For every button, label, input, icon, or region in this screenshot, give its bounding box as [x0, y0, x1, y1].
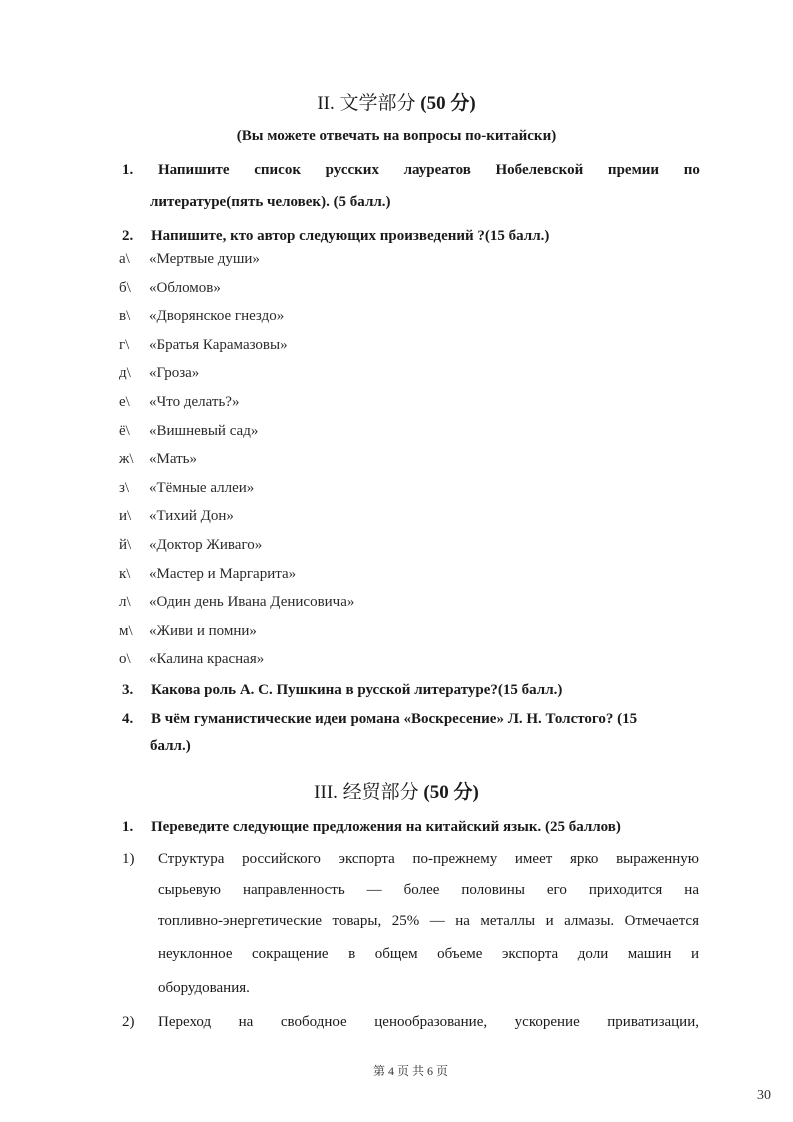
page-number: 30 — [757, 1088, 771, 1103]
sentence-1-line-1: Структура российского экспорта по-прежнему имеет ярко выраженную — [158, 851, 699, 867]
work-label: а\ — [119, 251, 130, 267]
question-1-number: 1. — [122, 162, 134, 178]
work-item — [119, 337, 288, 354]
word: русских — [325, 162, 379, 178]
work-label: ж\ — [119, 451, 134, 468]
section-3-question-1 — [122, 819, 621, 836]
work-label: г\ — [119, 336, 130, 353]
work-item — [119, 508, 234, 525]
question-4-line-1 — [122, 711, 637, 728]
work-label: з\ — [119, 479, 130, 496]
work-label: и\ — [119, 508, 132, 525]
section-3-question-1-text: Переведите следующие предложения на китайский язык. (25 баллов) — [151, 819, 621, 835]
work-item — [119, 308, 284, 325]
section-3-points: (50 分) — [423, 782, 479, 803]
sentence-1-line-2: сырьевую направленность — более половины его приходится на — [158, 882, 699, 898]
work-label: д\ — [119, 365, 131, 382]
question-2-text: Напишите, кто автор следующих произведений ?(15 балл.) — [151, 228, 550, 244]
word: лауреатов — [403, 162, 471, 178]
work-item — [119, 537, 262, 554]
work-title: «Мать» — [149, 451, 198, 468]
work-title: «Что делать?» — [149, 394, 240, 410]
work-item — [119, 480, 254, 497]
question-2-number: 2. — [122, 228, 134, 244]
sentence-1-line-4: неуклонное сокращение в общем объеме экспорта доли машин и — [158, 946, 699, 962]
question-4-text: В чём гуманистические идеи романа «Воскресение» Л. Н. Толстого? (15 — [151, 711, 638, 727]
work-item — [119, 594, 354, 611]
question-1-line-1 — [122, 162, 700, 179]
work-label: л\ — [119, 594, 131, 611]
work-item — [119, 423, 258, 440]
word: Напишите — [157, 162, 230, 178]
question-3-number: 3. — [122, 682, 134, 698]
question-4-number: 4. — [122, 711, 134, 727]
section-2-subtitle: (Вы можете отвечать на вопросы по-китайски) — [236, 128, 557, 144]
work-title: «Гроза» — [149, 365, 200, 382]
work-title: «Калина красная» — [149, 651, 265, 668]
section-3-title: III. 经贸部分 — [314, 782, 419, 803]
work-label: й\ — [119, 537, 132, 553]
sentence-1-number: 1) — [122, 851, 135, 867]
work-title: «Живи и помни» — [149, 622, 257, 639]
section-2-title: II. 文学部分 — [317, 93, 416, 114]
word: список — [254, 162, 301, 178]
question-3-text: Какова роль А. С. Пушкина в русской литературе?(15 балл.) — [151, 682, 563, 698]
work-item — [119, 566, 296, 583]
work-label: б\ — [119, 279, 131, 296]
work-title: «Вишневый сад» — [149, 422, 259, 439]
work-item — [119, 651, 264, 668]
work-label: о\ — [119, 651, 131, 668]
work-label: в\ — [119, 308, 131, 325]
word: премии — [607, 162, 660, 178]
section-2-heading — [0, 88, 793, 115]
section-3-question-1-number: 1. — [122, 819, 134, 835]
work-item — [119, 394, 239, 411]
work-label: к\ — [119, 565, 131, 582]
work-title: «Мастер и Маргарита» — [149, 565, 297, 582]
work-item — [119, 451, 197, 468]
sentence-2-line-1: Переход на свободное ценообразование, ускорение приватизации, — [158, 1014, 699, 1030]
question-1-line-2: литературе(пять человек). (5 балл.) — [150, 194, 391, 210]
work-item — [119, 251, 260, 268]
work-title: «Доктор Живаго» — [149, 537, 263, 553]
word: по — [683, 162, 700, 178]
question-4-line-2: балл.) — [150, 738, 191, 754]
work-title: «Братья Карамазовы» — [149, 336, 288, 353]
work-item — [119, 623, 257, 640]
work-item — [119, 365, 199, 382]
question-3 — [122, 682, 562, 699]
sentence-1-line-3: топливно-энергетические товары, 25% — на металлы и алмазы. Отмечается — [158, 913, 699, 929]
section-2-points: (50 分) — [420, 93, 476, 114]
question-2 — [122, 228, 549, 245]
sentence-2-number: 2) — [122, 1014, 135, 1030]
section-3-heading — [0, 777, 793, 804]
work-title: «Дворянское гнездо» — [149, 308, 285, 325]
work-title: «Обломов» — [149, 279, 221, 296]
work-label: е\ — [119, 394, 130, 410]
work-item — [119, 280, 221, 297]
work-title: «Тихий Дон» — [149, 508, 234, 525]
work-label: ё\ — [119, 422, 130, 439]
sentence-1-line-5: оборудования. — [158, 980, 250, 996]
page-info: 第 4 页 共 6 页 — [373, 1064, 449, 1078]
word: Нобелевской — [495, 162, 584, 178]
work-title: «Тёмные аллеи» — [149, 479, 255, 496]
work-label: м\ — [119, 622, 133, 639]
work-title: «Мертвые души» — [149, 251, 260, 267]
work-title: «Один день Ивана Денисовича» — [149, 594, 355, 611]
